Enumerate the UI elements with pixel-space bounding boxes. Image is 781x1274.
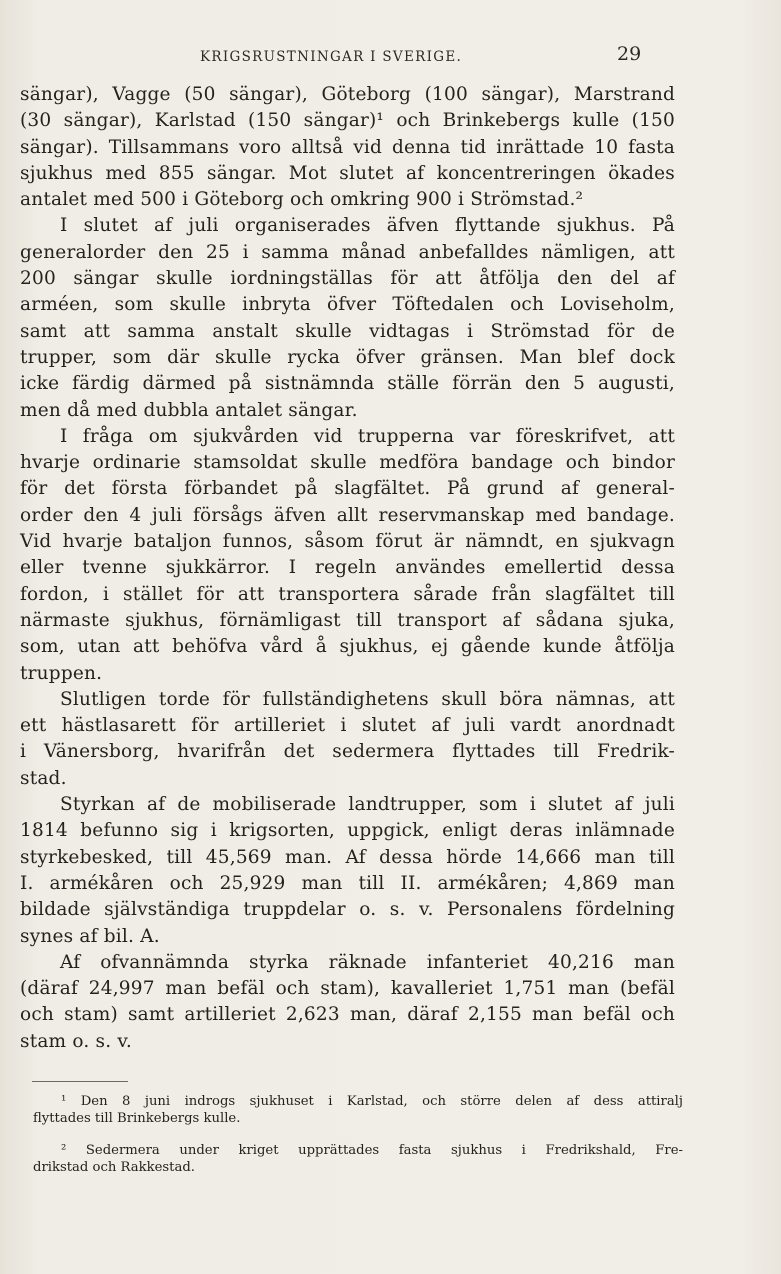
text-line: I. armékåren och 25,929 man till II. armékåren; 4,869 man [20, 872, 675, 894]
text-line: sängar). Tillsammans voro alltså vid denna tid inrättade 10 fasta [20, 136, 675, 158]
text-line: order den 4 juli försågs äfven allt reservmanskap med bandage. [20, 504, 675, 526]
text-line: sängar), Vagge (50 sängar), Göteborg (100 sängar), Marstrand [20, 84, 675, 105]
text-line: styrkebesked, till 45,569 man. Af dessa hörde 14,666 man till [20, 846, 675, 868]
text-line: 200 sängar skulle iordningställas för att åtfölja den del af [20, 268, 675, 290]
text-line: eller tvenne sjukkärror. I regeln användes emellertid dessa [20, 557, 675, 579]
text-line: bildade självständiga truppdelar o. s. v. Personalens fördelning [20, 899, 675, 921]
paragraph-start: Styrkan af de mobiliserade landtrupper, som i slutet af juli [60, 794, 675, 816]
page-number: 29 [617, 43, 642, 65]
text-line: stad. [20, 767, 67, 789]
text-line: stam o. s. v. [20, 1030, 132, 1052]
text-line: ett hästlasarett för artilleriet i slutet af juli vardt anordnadt [20, 715, 675, 737]
text-line: trupper, som där skulle rycka öfver gränsen. Man blef dock [20, 346, 675, 368]
footnote-line: ¹ Den 8 juni indrogs sjukhuset i Karlstad, och större delen af dess attiralj [61, 1094, 683, 1109]
text-line: synes af bil. A. [20, 925, 160, 947]
footnote-line: ² Sedermera under kriget upprättades fasta sjukhus i Fredrikshald, Fre- [61, 1142, 683, 1158]
text-line: 1814 befunno sig i krigsorten, uppgick, enligt deras inlämnade [20, 820, 675, 842]
text-line: närmaste sjukhus, förnämligast till transport af sådana sjuka, [20, 609, 675, 631]
text-line: (däraf 24,997 man befäl och stam), kavalleriet 1,751 man (befäl [20, 978, 675, 1000]
running-head [0, 43, 781, 69]
text-line: i Vänersborg, hvarifrån det sedermera flyttades till Fredrik- [20, 741, 675, 763]
paragraph-start: I slutet af juli organiserades äfven flyttande sjukhus. På [60, 215, 675, 237]
text-line: (30 sängar), Karlstad (150 sängar)¹ och Brinkebergs kulle (150 [20, 110, 675, 132]
text-line: generalorder den 25 i samma månad anbefalldes nämligen, att [20, 241, 675, 263]
paragraph-start: Slutligen torde för fullständighetens skull böra nämnas, att [60, 688, 675, 710]
running-title: KRIGSRUSTNINGAR I SVERIGE. [200, 49, 463, 65]
text-line: hvarje ordinarie stamsoldat skulle medföra bandage och bindor [20, 452, 675, 474]
text-line: antalet med 500 i Göteborg och omkring 900 i Strömstad.² [20, 189, 584, 211]
body-text [20, 82, 675, 1055]
footnote-2 [33, 1142, 683, 1177]
text-line: samt att samma anstalt skulle vidtagas i Strömstad för de [20, 320, 675, 342]
text-line: och stam) samt artilleriet 2,623 man, däraf 2,155 man befäl och [20, 1004, 675, 1026]
footnote-line: flyttades till Brinkebergs kulle. [33, 1111, 241, 1127]
footnote-divider [32, 1081, 128, 1082]
text-line: truppen. [20, 662, 103, 684]
text-line: Vid hvarje bataljon funnos, såsom förut är nämndt, en sjukvagn [20, 531, 675, 553]
paragraph-start: I fråga om sjukvården vid trupperna var föreskrifvet, att [60, 425, 675, 447]
footnote-line: drikstad och Rakkestad. [33, 1160, 195, 1176]
text-line: som, utan att behöfva vård å sjukhus, ej gående kunde åtfölja [20, 636, 675, 658]
footnotes [33, 1093, 683, 1177]
text-line: för det första förbandet på slagfältet. På grund af general- [20, 478, 675, 500]
text-line: arméen, som skulle inbryta öfver Töftedalen och Loviseholm, [20, 294, 675, 316]
text-line: men då med dubbla antalet sängar. [20, 399, 358, 421]
text-line: icke färdig därmed på sistnämnda ställe förrän den 5 augusti, [20, 373, 675, 395]
text-line: sjukhus med 855 sängar. Mot slutet af koncentreringen ökades [20, 162, 675, 184]
paragraph-start: Af ofvannämnda styrka räknade infanteriet 40,216 man [60, 951, 675, 973]
text-line: fordon, i stället för att transportera sårade från slagfältet till [20, 583, 675, 605]
footnote-1 [33, 1093, 683, 1128]
